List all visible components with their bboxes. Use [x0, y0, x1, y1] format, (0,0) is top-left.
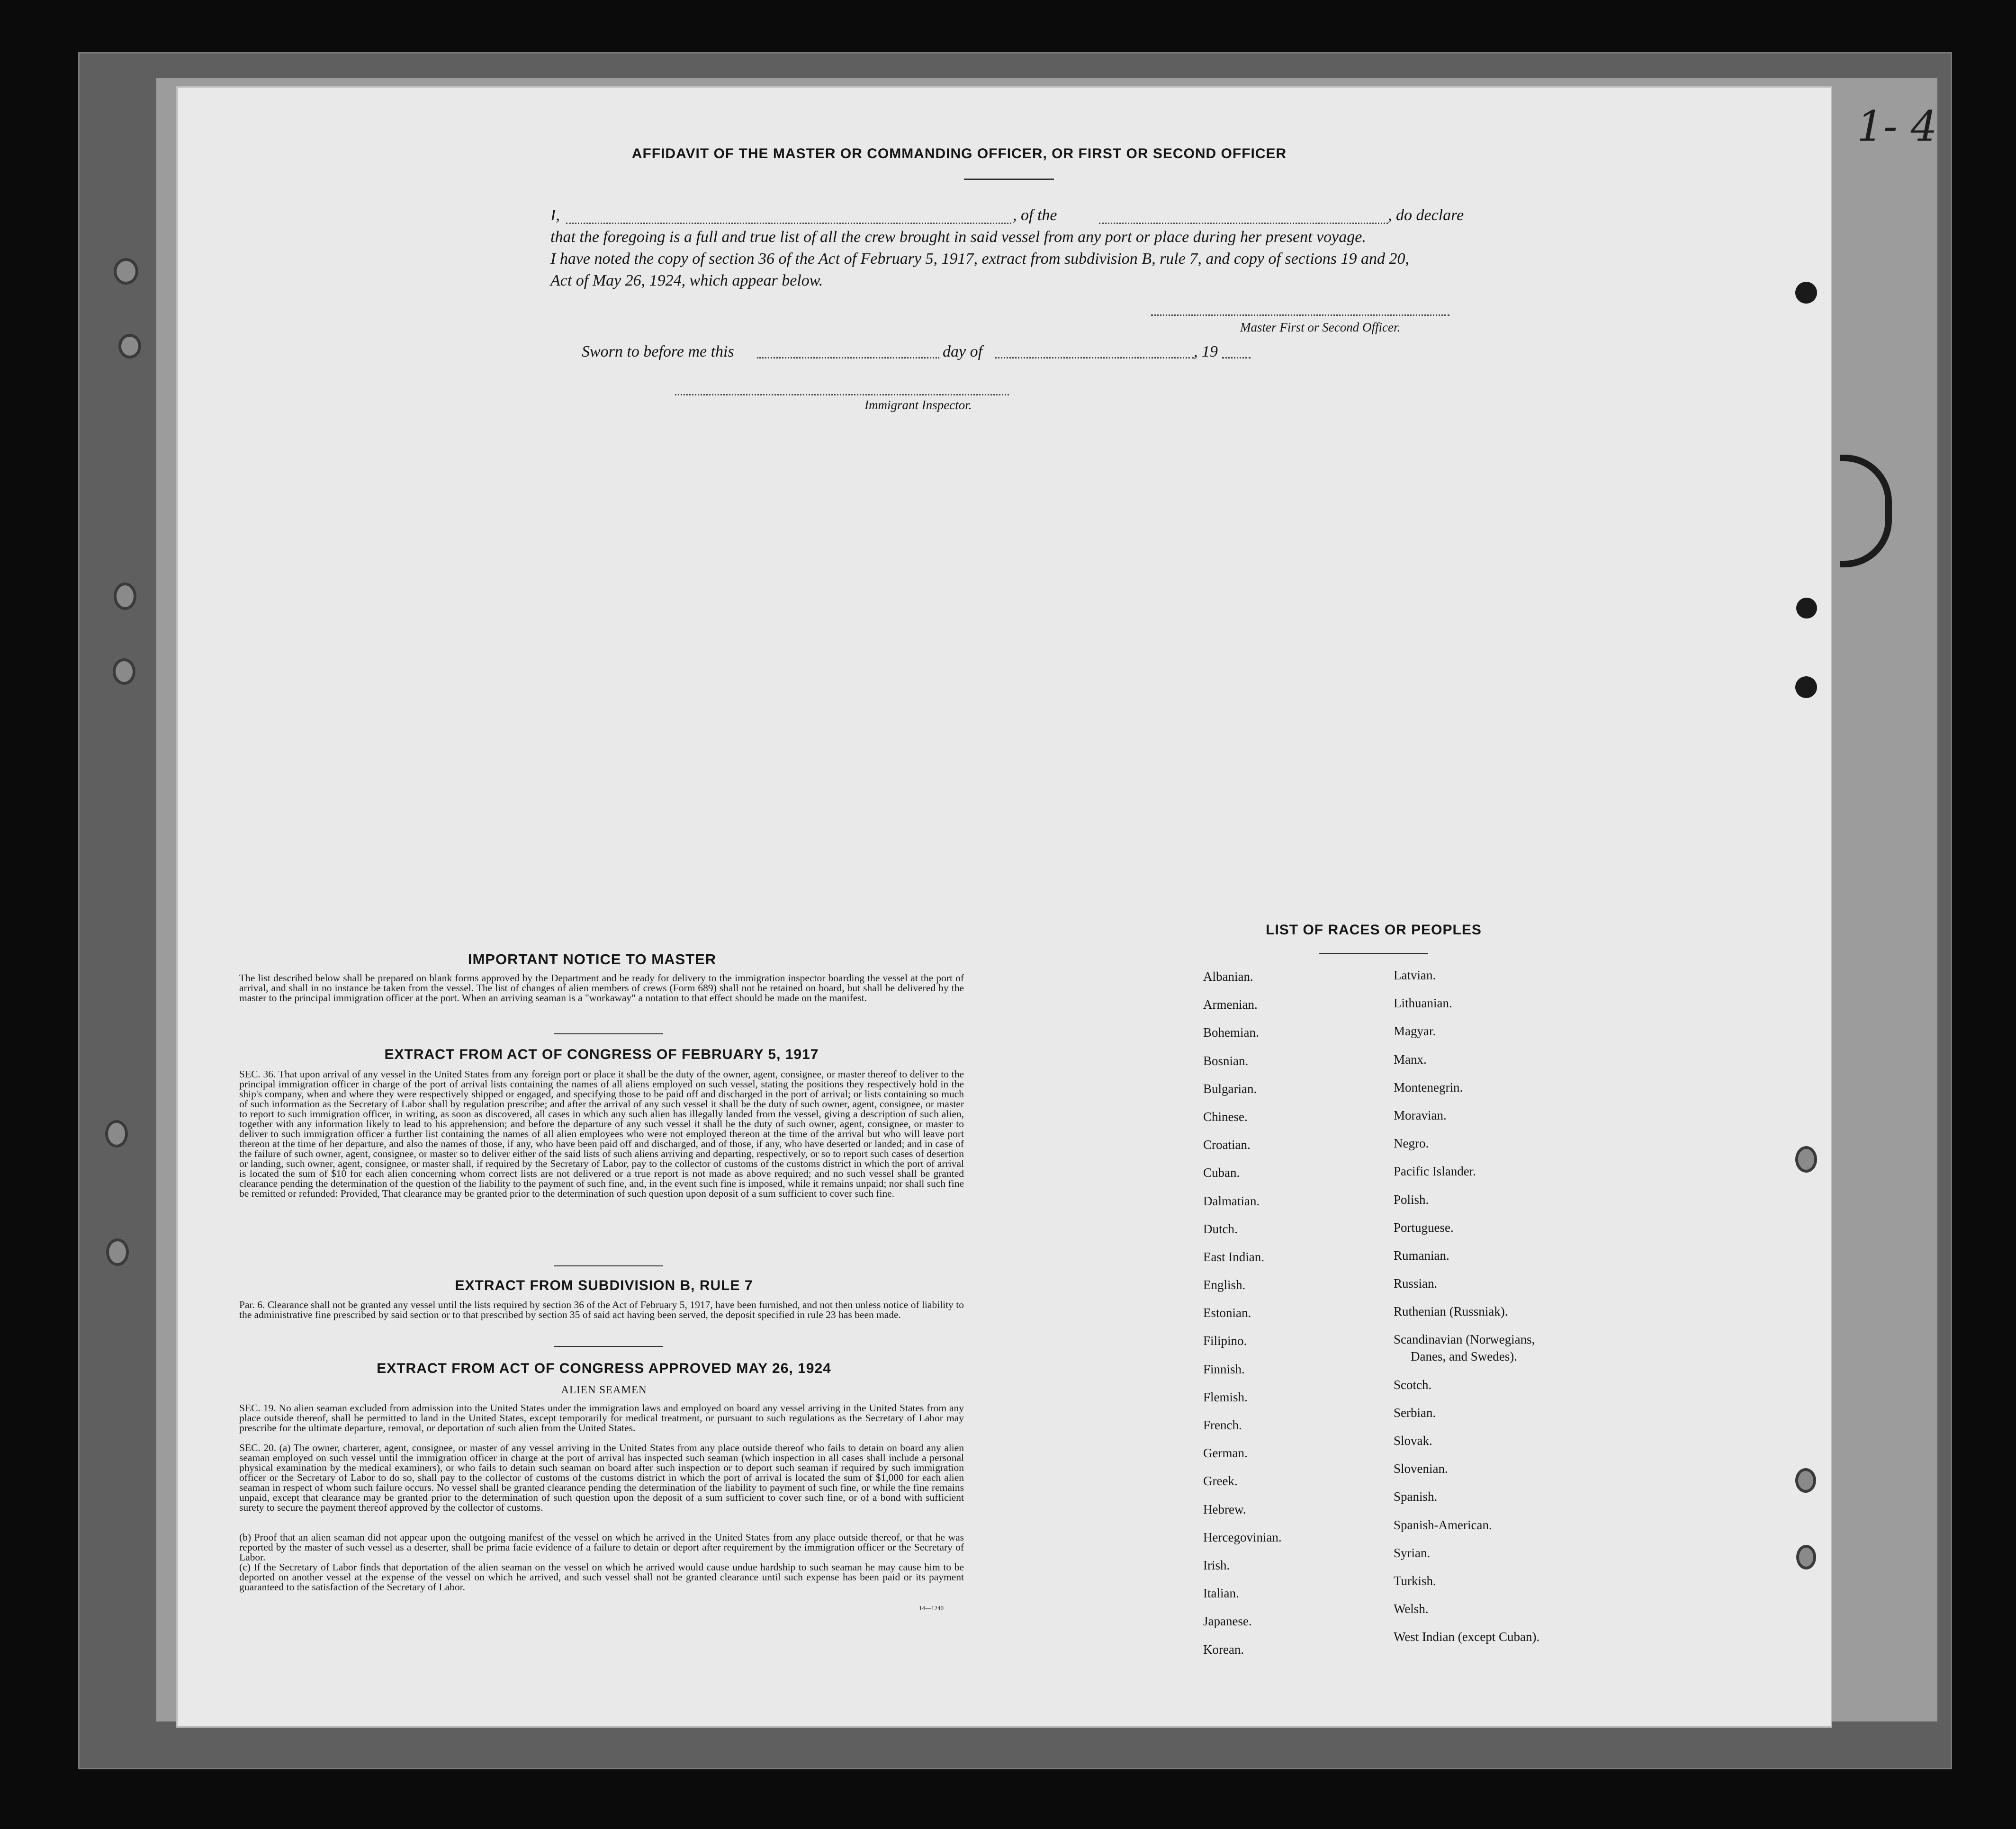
race-item: West Indian (except Cuban). — [1394, 1630, 1540, 1644]
race-item: Hebrew. — [1203, 1502, 1246, 1516]
race-item: Magyar. — [1394, 1024, 1436, 1039]
master-signature-line — [1151, 314, 1449, 316]
race-item: Bulgarian. — [1203, 1081, 1257, 1096]
race-item: Dalmatian. — [1203, 1193, 1260, 1208]
handwritten-page-number: 1- 4 — [1857, 102, 1937, 151]
act-1917-sec36-text: SEC. 36. That upon arrival of any vessel in the United States from any foreign port or place it shall be the duty of the owner, agent, consignee, or master thereof to deliver to the principal immigration officer in charge of the port of arrival lists containing the names of all aliens employed on such vessel, stating the positions they respectively hold in the ship's company, when and where they were respectively shipped or engaged, and specifying those to be paid off and discharged in the port of arrival; or lists containing so much of such information as the Secretary of Labor shall by regulation prescribe; and after the arrival of any such vessel it shall be the duty of such owner, agent, consignee, or master to report to such immigration officer, in writing, as soon as discovered, all cases in which any such alien has illegally landed from the vessel, giving a description of such alien, together with any information likely to lead to his apprehension; and before the departure of any such vessel it shall be the duty of such owner, agent, consignee, or master to deliver to such immigration officer a further list containing the names of all alien employees who were not employed thereon at the time of the arrival but who will leave port thereon at the time of her departure, and also the names of those, if any, who have been paid off and discharged, and of those, if any, who have deserted or landed; and in case of the failure of such owner, agent, consignee, or master so to deliver either of the said lists of such aliens arriving and departing, respectively, or so to report such cases of desertion or landing, such owner, agent, consignee, or master shall, if required by the Secretary of Labor, pay to the collector of customs of the customs district in which the port of arrival is located the sum of $10 for each alien concerning whom correct lists are not delivered or a true report is not made as above required; and no such vessel shall be granted clearance pending the determination of the question of the liability to the payment of such fine, and, in the event such fine is imposed, while it remains unpaid; nor shall such fine be remitted or refunded: Provided, That clearance may be granted prior to the determination of such question upon deposit of a sum sufficient to cover such fine. — [239, 1068, 964, 1199]
race-item: Croatian. — [1203, 1138, 1251, 1152]
affidavit-line4: Act of May 26, 1924, which appear below. — [550, 272, 823, 289]
race-item: Syrian. — [1394, 1545, 1431, 1560]
race-item: Korean. — [1203, 1642, 1244, 1657]
race-item: Danes, and Swedes). — [1411, 1349, 1517, 1364]
race-item: Portuguese. — [1394, 1220, 1454, 1235]
binder-hole-left-5 — [105, 1120, 128, 1148]
rule-7-rule — [554, 1346, 663, 1347]
race-item: German. — [1203, 1446, 1248, 1461]
act-1924-sec20b-text: (b) Proof that an alien seaman did not appear upon the outgoing manifest of the vessel on which he arrived in the United States from any place outside thereof, or that he was reported by the master of such vessel as a deserter, shall be prima facie evidence of a failure to detain or deport after requirement by the immigration officer or the Secretary of Labor. — [239, 1532, 964, 1563]
binder-hole-left-2 — [118, 334, 141, 359]
affidavit-line1-i: I, — [550, 206, 560, 224]
race-item: Moravian. — [1394, 1108, 1447, 1122]
race-item: Manx. — [1394, 1052, 1427, 1067]
race-item: Filipino. — [1203, 1334, 1247, 1348]
race-item: Armenian. — [1203, 997, 1258, 1012]
punch-hole-right-5 — [1795, 1468, 1816, 1493]
race-item: Japanese. — [1203, 1614, 1252, 1629]
master-signature-label: Master First or Second Officer. — [1240, 320, 1401, 334]
act-1924-sec20c-text: (c) If the Secretary of Labor finds that deportation of the alien seaman on the vessel on which he arrived would cause undue hardship to such seaman he may cause him to be deported on another vessel at the expense of the vessel on which he arrived, and such vessel shall not be granted clearance until such expense has been paid or its payment guaranteed to the satisfaction of the Secretary of Labor. — [239, 1561, 964, 1593]
race-item: Serbian. — [1394, 1405, 1436, 1420]
races-column-2 — [1394, 968, 1640, 1658]
alien-seamen-subtitle: ALIEN SEAMEN — [561, 1384, 647, 1396]
race-item: Slovak. — [1394, 1434, 1432, 1448]
punch-hole-right-3 — [1795, 676, 1817, 698]
punch-hole-right-4 — [1795, 1146, 1817, 1173]
binder-hole-left-1 — [114, 258, 138, 285]
race-item: Spanish. — [1394, 1489, 1438, 1504]
race-item: Russian. — [1394, 1276, 1438, 1291]
rule-7-title: EXTRACT FROM SUBDIVISION B, RULE 7 — [455, 1278, 753, 1293]
race-item: Cuban. — [1203, 1166, 1240, 1180]
race-item: Slovenian. — [1394, 1461, 1448, 1476]
race-item: Montenegrin. — [1394, 1080, 1463, 1094]
binder-hole-left-3 — [114, 583, 136, 610]
binder-hole-left-4 — [113, 658, 135, 685]
race-item: Italian. — [1203, 1586, 1239, 1601]
act-1924-sec20a-text: SEC. 20. (a) The owner, charterer, agent, consignee, or master of any vessel arriving in the United States from any place outside thereof who fails to detain on board any alien seaman employed on such vessel until the immigration officer in charge at the port of arrival has inspected such seaman (which inspection in all cases shall include a personal physical examination by the medical examiners), or who fails to detain such seaman on board after such inspection or to deport such seaman if required by such immigration officer or the Secretary of Labor to do so, shall pay to the collector of customs of the customs district in which the port of arrival is located the sum of $1,000 for each alien seaman in respect of whom such failure occurs. No vessel shall be granted clearance pending the determination of the liability to payment of such fine, or while the fine remains unpaid, except that clearance may be granted prior to the determination of such question upon the deposit of a sum sufficient to cover such fine, or of a bond with sufficient surety to secure the payment thereof approved by the collector of customs. — [239, 1442, 964, 1513]
affidavit-line3: I have noted the copy of section 36 of the Act of February 5, 1917, extract from subdivision B, rule 7, and copy of sections 19 and 20, — [550, 250, 1410, 268]
act-1917-rule — [554, 1265, 663, 1266]
race-item: Ruthenian (Russniak). — [1394, 1304, 1508, 1319]
race-item: Negro. — [1394, 1136, 1429, 1151]
act-1924-title: EXTRACT FROM ACT OF CONGRESS APPROVED MAY 26, 1924 — [377, 1361, 831, 1376]
punch-hole-right-1 — [1795, 282, 1817, 304]
sworn-year-blank — [1222, 357, 1251, 359]
binder-hole-left-6 — [106, 1238, 129, 1266]
race-item: Finnish. — [1203, 1362, 1245, 1376]
sworn-month-blank — [995, 357, 1194, 359]
punch-hole-right-6 — [1796, 1545, 1816, 1569]
race-item: Estonian. — [1203, 1306, 1251, 1320]
race-item: Chinese. — [1203, 1109, 1248, 1124]
race-item: Hercegovinian. — [1203, 1530, 1282, 1544]
day-of-label: day of — [943, 343, 983, 360]
race-item: Welsh. — [1394, 1602, 1429, 1616]
punch-hole-right-2 — [1796, 598, 1817, 619]
notice-text: The list described below shall be prepared on blank forms approved by the Department and be ready for delivery to the immigration inspector boarding the vessel at the port of arrival, and shall in no instance be taken from the vessel. The list of changes of alien members of crews (Form 689) shall not be retained on board, but shall be delivered by the master to the principal immigration officer at the port. When an arriving seaman is a "workaway" a notation to that effect should be made on the manifest. — [239, 972, 964, 1004]
race-item: Turkish. — [1394, 1573, 1436, 1588]
races-title-rule — [1319, 953, 1428, 954]
race-item: Greek. — [1203, 1474, 1238, 1488]
sworn-label: Sworn to before me this — [582, 343, 734, 360]
affidavit-line1-declare: , do declare — [1388, 206, 1464, 224]
race-item: French. — [1203, 1418, 1242, 1432]
race-item: Rumanian. — [1394, 1248, 1449, 1263]
race-item: English. — [1203, 1278, 1246, 1292]
race-item: Albanian. — [1203, 969, 1253, 984]
affidavit-line1-of-the: , of the — [1013, 206, 1057, 224]
race-item: Scandinavian (Norwegians, — [1394, 1332, 1535, 1347]
master-name-blank — [566, 223, 1011, 224]
race-item: Pacific Islander. — [1394, 1164, 1476, 1179]
sworn-day-blank — [757, 357, 939, 359]
form-number: 14—1240 — [919, 1605, 944, 1612]
affidavit-title: AFFIDAVIT OF THE MASTER OR COMMANDING OFFICER, OR FIRST OR SECOND OFFICER — [631, 146, 1287, 161]
affidavit-line2: that the foregoing is a full and true list of all the crew brought in said vessel from any port or place during her present voyage. — [550, 228, 1366, 246]
race-item: Spanish-American. — [1394, 1517, 1492, 1532]
race-item: Dutch. — [1203, 1221, 1238, 1236]
race-item: Bohemian. — [1203, 1025, 1259, 1040]
race-item: Latvian. — [1394, 968, 1436, 982]
race-item: East Indian. — [1203, 1249, 1264, 1264]
year-prefix: , 19 — [1194, 343, 1218, 360]
race-item: Irish. — [1203, 1558, 1230, 1572]
act-1917-title: EXTRACT FROM ACT OF CONGRESS OF FEBRUARY 5, 1917 — [384, 1047, 819, 1062]
race-item: Lithuanian. — [1394, 996, 1452, 1011]
race-item: Polish. — [1394, 1192, 1429, 1207]
notice-rule — [554, 1033, 663, 1034]
race-item: Flemish. — [1203, 1390, 1248, 1404]
race-item: Bosnian. — [1203, 1053, 1249, 1068]
races-title: LIST OF RACES OR PEOPLES — [1266, 922, 1482, 938]
inspector-signature-label: Immigrant Inspector. — [864, 398, 972, 412]
act-1924-sec19-text: SEC. 19. No alien seaman excluded from admission into the United States under the immigration laws and employed on board any vessel arriving in the United States from any place outside thereof, shall be permitted to land in the United States, except temporarily for medical treatment, or pursuant to such regulations as the Secretary of Labor may prescribe for the ultimate departure, removal, or deportation of such alien from the United States. — [239, 1402, 964, 1434]
notice-title: IMPORTANT NOTICE TO MASTER — [468, 951, 717, 968]
vessel-name-blank — [1099, 223, 1388, 224]
race-item: Scotch. — [1394, 1377, 1432, 1392]
affidavit-title-rule — [964, 179, 1054, 180]
rule-7-text: Par. 6. Clearance shall not be granted any vessel until the lists required by section 36 of the Act of February 5, 1917, have been furnished, and not then unless notice of liability to the administrative fine prescribed by said section or to that prescribed by section 35 of said act having been served, the deposit specified in rule 23 has been made. — [239, 1299, 964, 1320]
